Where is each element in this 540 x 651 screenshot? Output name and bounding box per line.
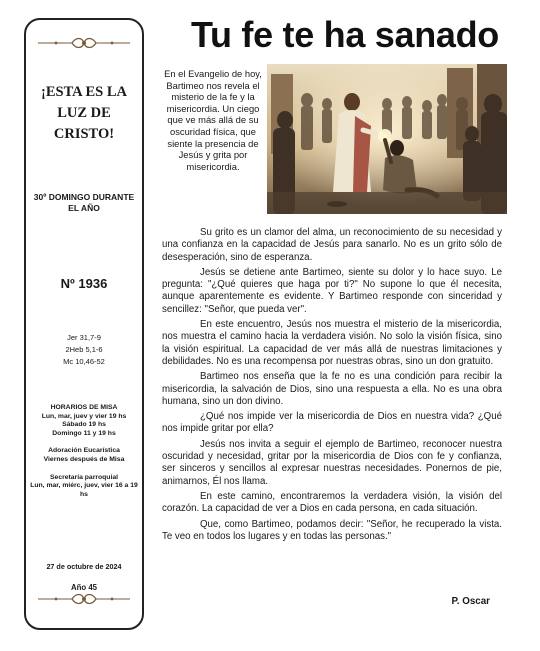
article-paragraph: ¿Qué nos impide ver la misericordia de Dios en nuestra vida? ¿Qué nos impide gritar por ella?	[162, 411, 502, 435]
sidebar-panel	[24, 18, 144, 630]
schedule-block	[30, 404, 138, 508]
article-paragraph: Bartimeo nos enseña que la fe no es una condición para recibir la misericordia, la salvación de Dios, sino una respuesta a ella. No es una obra humana, sino un don divino.	[162, 371, 502, 407]
ornament-icon	[34, 592, 134, 606]
article-paragraph: Que, como Bartimeo, podamos decir: "Señor, he recuperado la vista. Te veo en todos los lugares y en todas las personas."	[162, 518, 502, 542]
liturgical-sunday-label: 30º DOMINGO DURANTE EL AÑO	[33, 192, 135, 213]
office-hours: Lun, mar, miérc, juev, vier 16 a 19 hs	[30, 482, 138, 498]
publication-year: Año 45	[71, 583, 97, 592]
reading-1: Jer 31,7-9	[67, 333, 101, 342]
bible-readings	[30, 332, 138, 368]
article-paragraph: Jesús se detiene ante Bartimeo, siente su dolor y lo hace suyo. Le pregunta: "¿Qué quieres que haga por ti?" No supone lo que él necesita, aunque aparentemente es evidente. Y Bartimeo responde con sinceridad y sencillez: "Señor, que pueda ver".	[162, 266, 502, 315]
article-title: Tu fe te ha sanado	[191, 14, 499, 55]
issue-number: Nº 1936	[60, 276, 108, 291]
motto-heading: ¡ESTA ES LA LUZ DE CRISTO!	[41, 84, 127, 142]
office-heading: Secretaría parroquial	[50, 473, 118, 481]
article-body	[162, 227, 502, 546]
mass-time-weekday: Lun, mar, juev y vier 19 hs	[41, 412, 127, 420]
adoration-heading: Adoración Eucarística	[48, 447, 120, 455]
ornament-icon	[34, 36, 134, 50]
issue-date: 27 de octubre de 2024	[46, 562, 122, 571]
article-paragraph: En este camino, encontraremos la verdadera visión, la visión del corazón. La capacidad de ver a Dios en cada persona, en cada situación.	[162, 490, 502, 515]
author-signature: P. Oscar	[451, 596, 490, 607]
mass-time-saturday: Sábado 19 hs	[62, 421, 106, 429]
article-paragraph: En este encuentro, Jesús nos muestra el misterio de la misericordia, nos muestra el camino hacia la verdadera visión. No solo la visión física, sino la visión espiritual. La capacidad de ver más allá de nuestras limitaciones y debilidades. No es una recompensa por nuestras obras, sino un don gratuito.	[162, 319, 502, 367]
article-intro: En el Evangelio de hoy, Bartimeo nos revela el misterio de la fe y la misericordia. Un ciego que ve más allá de su oscuridad física, que siente la presencia de Jesús y grita por misericordia.	[164, 68, 262, 172]
article-paragraph: Jesús nos invita a seguir el ejemplo de Bartimeo, reconocer nuestra oscuridad y necesidad, gritar por la misericordia de Dios con fe y confianza, ser sinceros y sencillos al expresar nuestras necesidades. Ponernos de pie, animarnos, Él nos llama.	[162, 438, 502, 487]
article-paragraph: Su grito es un clamor del alma, un reconocimiento de su necesidad y una confianza en la capacidad de Jesús para sanarlo. No es un grito sólo de desesperación, sino de esperanza.	[162, 227, 502, 263]
mass-time-sunday: Domingo 11 y 19 hs	[52, 429, 116, 437]
jesus-healing-bartimeo-illustration	[267, 64, 507, 214]
mass-times-heading: HORARIOS DE MISA	[50, 404, 118, 411]
reading-3: Mc 10,46-52	[63, 357, 105, 366]
adoration-time: Viernes después de Misa	[43, 455, 125, 463]
reading-2: 2Heb 5,1-6	[65, 345, 103, 354]
